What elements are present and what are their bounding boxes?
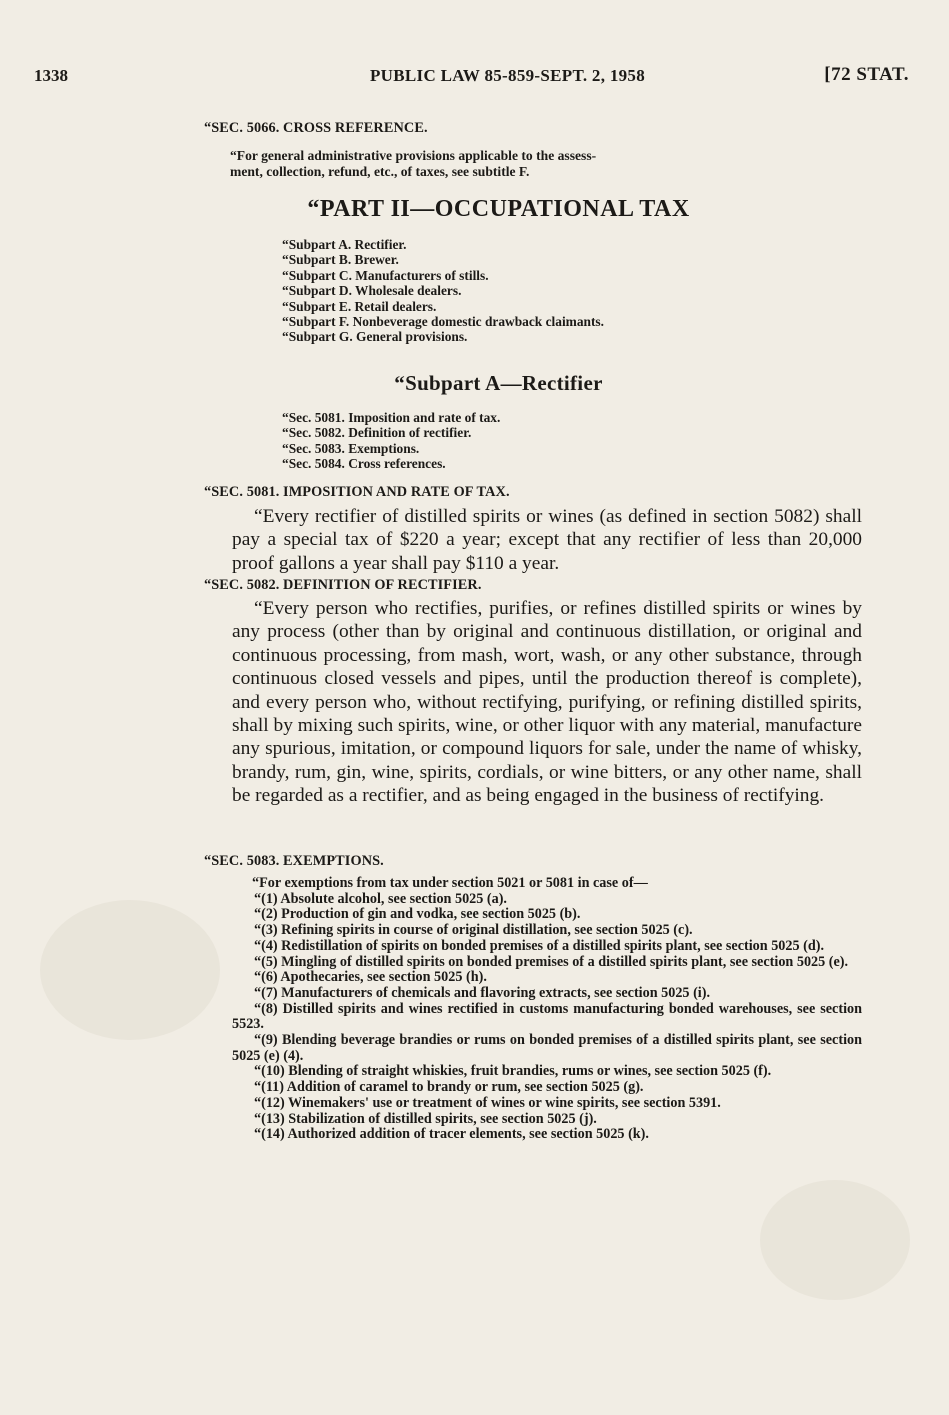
- exemption-item: “(3) Refining spirits in course of original distillation, see section 5025 (c).: [254, 922, 693, 939]
- subpart-a-section-list: [282, 410, 500, 472]
- running-head: [34, 66, 909, 92]
- subpart-item: “Subpart E. Retail dealers.: [282, 298, 437, 314]
- sec-5083-exemption-list: [232, 876, 862, 1143]
- sec-5082-paragraph: “Every person who rectifies, purifies, or refines distilled spirits or wines by any process (other than by original and continuous distillation, or original and continuous processing, from mash, wort, wash, or any other substance, through continuous closed vessels and pipes, until the production thereof is complete), and every person who, without rectifying, purifying, or refining distilled spirits, shall by mixing such spirits, wine, or other liquor with any material, manufacture any spurious, imitation, or compound liquors for sale, under the name of whisky, brandy, rum, gin, wine, spirits, cordials, or wine bitters, or any other name, shall be regarded as a rectifier, and as being engaged in the business of rectifying.: [232, 598, 862, 807]
- sec-5066-heading: “SEC. 5066. CROSS REFERENCE.: [204, 120, 428, 136]
- exemption-item: “(4) Redistillation of spirits on bonded premises of a distilled spirits plant, see section 5025 (d).: [254, 937, 825, 954]
- sec-5081-paragraph: “Every rectifier of distilled spirits or wines (as defined in section 5082) shall pay a special tax of $220 a year; except that any rectifier of less than 20,000 proof gallons a year shall pay $110 a year.: [232, 506, 862, 574]
- page-number: 1338: [34, 66, 68, 85]
- sec-5081-text: [232, 505, 862, 575]
- sec-5083-heading: “SEC. 5083. EXEMPTIONS.: [204, 853, 384, 869]
- subpart-item: “Subpart C. Manufacturers of stills.: [282, 267, 489, 283]
- sec-5081-heading: “SEC. 5081. IMPOSITION AND RATE OF TAX.: [204, 484, 510, 500]
- subpart-a-title: “Subpart A—Rectifier: [394, 371, 603, 395]
- sec-5082-text: [232, 597, 862, 808]
- paper-stain: [760, 1180, 910, 1300]
- exemption-item: “(1) Absolute alcohol, see section 5025 (a).: [254, 890, 507, 907]
- subpart-item: “Subpart B. Brewer.: [282, 252, 399, 268]
- exemption-item: “(10) Blending of straight whiskies, fruit brandies, rums or wines, see section 5025 (f).: [254, 1063, 772, 1080]
- exemption-item: “(7) Manufacturers of chemicals and flavoring extracts, see section 5025 (i).: [254, 984, 711, 1001]
- header-title: PUBLIC LAW 85-859-SEPT. 2, 1958: [370, 66, 646, 85]
- part-2-subpart-list: [282, 237, 604, 345]
- sec-5066-note-line1: “For general administrative provisions applicable to the assess-: [230, 148, 597, 163]
- subpart-item: “Subpart G. General provisions.: [282, 329, 468, 345]
- exemption-item: “(14) Authorized addition of tracer elements, see section 5025 (k).: [254, 1126, 649, 1143]
- exemption-item: “(13) Stabilization of distilled spirits, see section 5025 (j).: [254, 1110, 597, 1127]
- sec-5066-note: [204, 148, 864, 179]
- exemption-item: “(5) Mingling of distilled spirits on bonded premises of a distilled spirits plant, see section 5025 (e).: [254, 953, 849, 970]
- exemption-intro: “For exemptions from tax under section 5021 or 5081 in case of—: [252, 875, 648, 891]
- statute-volume: [72 STAT.: [824, 64, 909, 85]
- sec-5082-heading: “SEC. 5082. DEFINITION OF RECTIFIER.: [204, 577, 482, 593]
- exemption-item: “(11) Addition of caramel to brandy or rum, see section 5025 (g).: [254, 1079, 644, 1096]
- subpart-item: “Subpart F. Nonbeverage domestic drawback claimants.: [282, 314, 604, 330]
- exemption-item: “(12) Winemakers' use or treatment of wines or wine spirits, see section 5391.: [254, 1094, 721, 1111]
- subpart-item: “Subpart D. Wholesale dealers.: [282, 283, 462, 299]
- exemption-item: “(6) Apothecaries, see section 5025 (h).: [254, 969, 487, 986]
- exemption-item: “(9) Blending beverage brandies or rums on bonded premises of a distilled spirits plant, see section 5025 (e) (4).: [232, 1032, 862, 1064]
- section-item: “Sec. 5083. Exemptions.: [282, 440, 420, 456]
- section-item: “Sec. 5084. Cross references.: [282, 456, 446, 472]
- subpart-item: “Subpart A. Rectifier.: [282, 237, 407, 252]
- sec-5066-note-line2: ment, collection, refund, etc., of taxes, see subtitle F.: [230, 163, 530, 179]
- paper-stain: [40, 900, 220, 1040]
- section-item: “Sec. 5082. Definition of rectifier.: [282, 425, 472, 441]
- section-item: “Sec. 5081. Imposition and rate of tax.: [282, 410, 501, 425]
- exemption-item: “(8) Distilled spirits and wines rectified in customs manufacturing bonded warehouses, see section 5523.: [232, 1000, 862, 1033]
- part-2-title: “PART II—OCCUPATIONAL TAX: [307, 196, 690, 222]
- exemption-item: “(2) Production of gin and vodka, see section 5025 (b).: [254, 906, 581, 923]
